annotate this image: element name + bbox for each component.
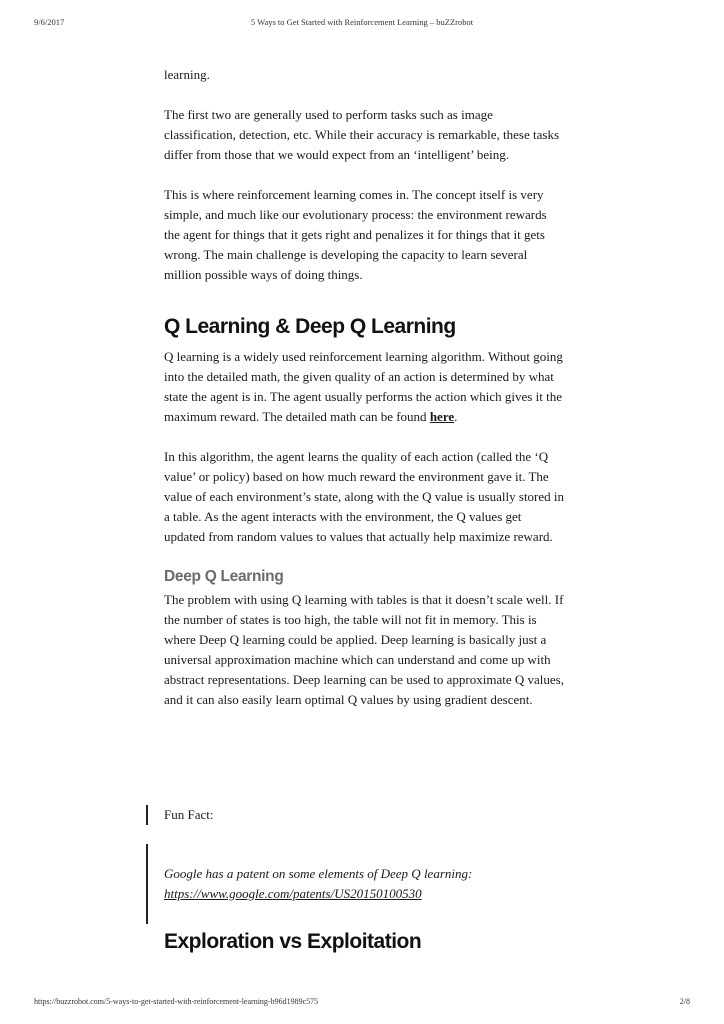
here-link[interactable]: here: [429, 409, 455, 424]
print-page-number: 2/8: [679, 997, 690, 1006]
patent-link[interactable]: https://www.google.com/patents/US20150100530: [164, 886, 422, 901]
patent-quote: [146, 844, 584, 924]
article-body: [164, 65, 564, 710]
print-url: https://buzzrobot.com/5-ways-to-get-started-with-reinforcement-learning-b96d1989c575: [34, 997, 319, 1006]
paragraph-q-learning-text: Q learning is a widely used reinforcement learning algorithm. Without going into the detailed math, the given quality of an action is determined by what state the agent is in. The agent usually performs the action which gives it the maximum reward. The detailed math can be found: [164, 349, 563, 424]
paragraph-deep-q: The problem with using Q learning with tables is that it doesn’t scale well. If the number of states is too high, the table will not fit in memory. This is where Deep Q learning could be applied. Deep learning is basically just a universal approximation machine which can understand and come up with abstract representations. Deep learning can be used to approximate Q values, and it can also easily learn optimal Q values by using gradient descent.: [164, 592, 564, 707]
paragraph-reinforcement-intro: This is where reinforcement learning comes in. The concept itself is very simple, and much like our evolutionary process: the environment rewards the agent for things that it gets right and penalizes it for things that it gets wrong. The main challenge is developing the capacity to learn several million possible ways of doing things.: [164, 187, 547, 282]
patent-text-italic: Google has a patent on some elements of Deep Q learning:: [164, 866, 473, 881]
article-body-end: [164, 930, 564, 954]
paragraph-q-value: In this algorithm, the agent learns the quality of each action (called the ‘Q value’ or policy) based on how much reward the environment gave it. The value of each environment’s state, along with the Q value is usually stored in a table. As the agent interacts with the environment, the Q values get updated from random values to values that actually help maximize reward.: [164, 449, 565, 544]
print-date: 9/6/2017: [34, 17, 65, 27]
patent-text: [164, 864, 584, 884]
print-page-title: 5 Ways to Get Started with Reinforcement Learning – buZZrobot: [250, 17, 474, 27]
heading-deep-q-learning: Deep Q Learning: [164, 568, 284, 585]
heading-q-learning: Q Learning & Deep Q Learning: [164, 315, 456, 338]
paragraph-q-learning-end: .: [454, 409, 458, 424]
patent-link-line: [164, 884, 584, 904]
fun-fact-label: Fun Fact:: [164, 807, 214, 822]
paragraph-continued: learning.: [164, 67, 210, 82]
heading-exploration: Exploration vs Exploitation: [164, 930, 422, 953]
paragraph-first-two: The first two are generally used to perform tasks such as image classification, detection, etc. While their accuracy is remarkable, these tasks differ from those that we would expect from an ‘intelligent’ being.: [164, 107, 560, 162]
fun-fact-quote: [146, 805, 584, 825]
paragraph-q-learning: [164, 347, 564, 427]
